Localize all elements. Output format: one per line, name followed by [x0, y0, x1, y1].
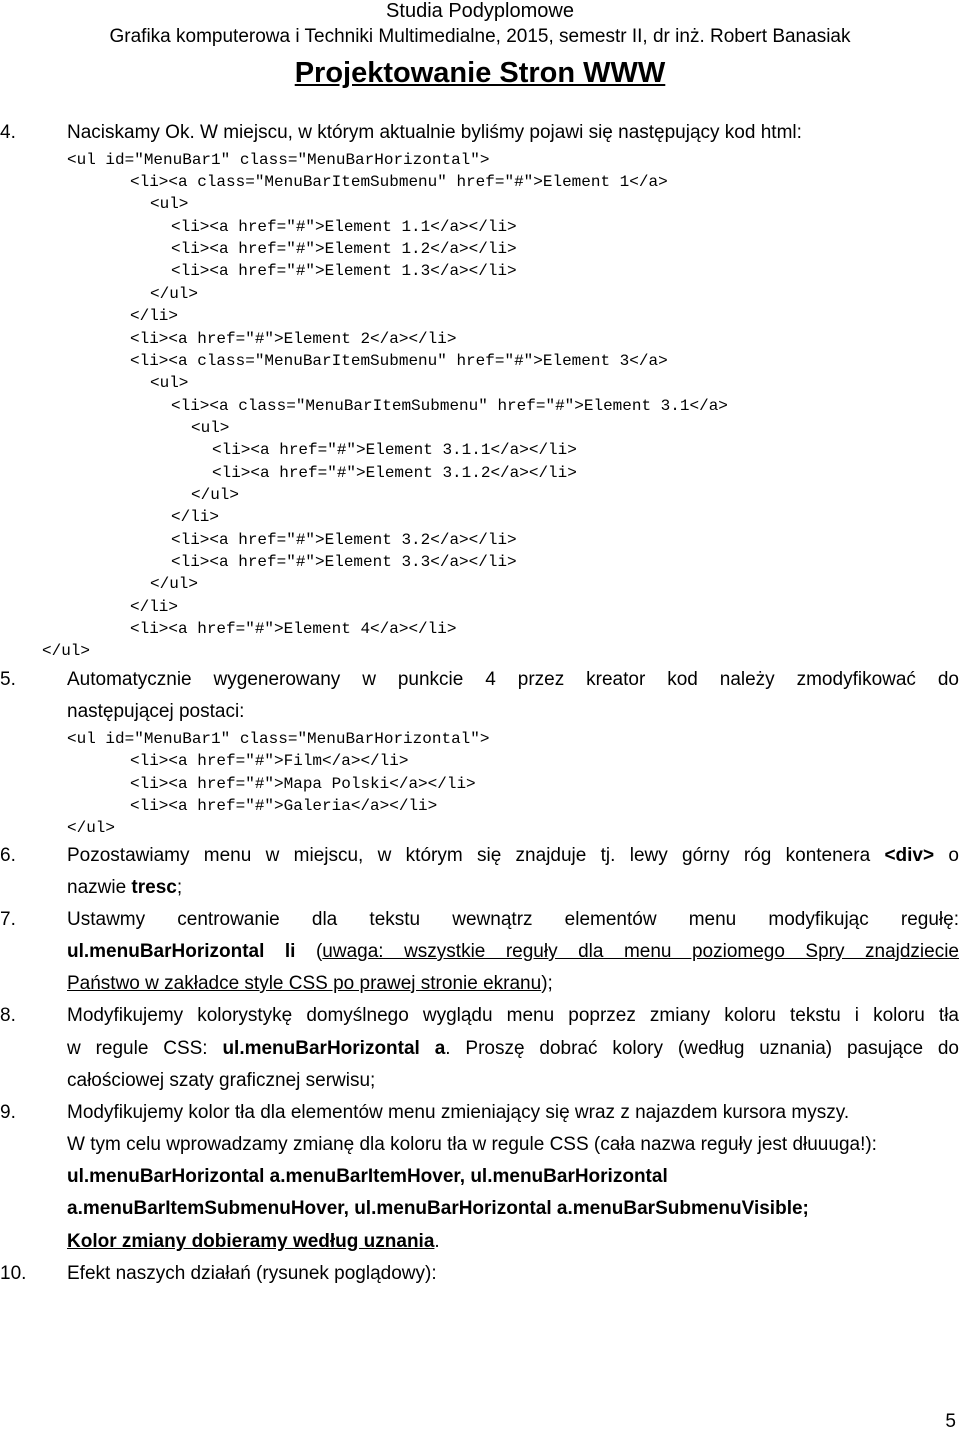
item-6-text-line2: nazwie tresc;: [67, 877, 183, 898]
code-line: <ul>: [191, 419, 230, 437]
item-9-text-line1: Modyfikujemy kolor tła dla elementów menu zmieniający się wraz z najazdem kursora myszy.: [67, 1102, 850, 1123]
code-line: <li><a href="#">Film</a></li>: [130, 752, 409, 770]
page-title: Projektowanie Stron WWW: [294, 57, 666, 89]
code-line: <li><a href="#">Element 1.3</a></li>: [171, 262, 517, 280]
code-line: </ul>: [150, 575, 199, 593]
item-9-number: 9.: [0, 1102, 16, 1123]
item-9-text-line3: ul.menuBarHorizontal a.menuBarItemHover, ul.menuBarHorizontal: [67, 1166, 668, 1187]
item-5-text-line1: Automatycznie wygenerowany w punkcie 4 przez kreator kod należy zmodyfikować do: [67, 669, 959, 690]
item-7-number: 7.: [0, 909, 16, 930]
code-line: </ul>: [67, 819, 116, 837]
code-line: </li>: [171, 508, 220, 526]
code-line: <ul>: [150, 195, 189, 213]
code-line: <li><a href="#">Element 3.1.2</a></li>: [212, 464, 577, 482]
item-10-text: Efekt naszych działań (rysunek poglądowy):: [67, 1263, 437, 1284]
header-course-info: Grafika komputerowa i Techniki Multimedialne, 2015, semestr II, dr inż. Robert Banasiak: [109, 26, 851, 47]
code-line: <li><a href="#">Element 1.1</a></li>: [171, 218, 517, 236]
code-line: <li><a class="MenuBarItemSubmenu" href="#">Element 1</a>: [130, 173, 668, 191]
code-line: </ul>: [150, 285, 199, 303]
code-line: <ul>: [150, 374, 189, 392]
item-5-number: 5.: [0, 669, 16, 690]
item-8-text-line3: całościowej szaty graficznej serwisu;: [67, 1070, 376, 1091]
item-6-text-line1: Pozostawiamy menu w miejscu, w którym się znajduje tj. lewy górny róg kontenera <div> o: [67, 845, 959, 866]
code-line: <ul id="MenuBar1" class="MenuBarHorizontal">: [67, 730, 490, 748]
item-7-text-line2: ul.menuBarHorizontal li (uwaga: wszystkie reguły dla menu poziomego Spry znajdziecie: [67, 941, 959, 962]
item-4-text: Naciskamy Ok. W miejscu, w którym aktualnie byliśmy pojawi się następujący kod html:: [67, 122, 802, 143]
item-8-text-line2: w regule CSS: ul.menuBarHorizontal a. Proszę dobrać kolory (według uznania) pasujące do: [67, 1038, 959, 1059]
code-line: <li><a href="#">Element 3.1.1</a></li>: [212, 441, 577, 459]
item-9-text-line2: W tym celu wprowadzamy zmianę dla koloru tła w regule CSS (cała nazwa reguły jest dłuuuga!):: [67, 1134, 877, 1155]
code-line: <li><a href="#">Element 3.3</a></li>: [171, 553, 517, 571]
item-10-number: 10.: [0, 1263, 27, 1284]
code-line: <li><a href="#">Element 1.2</a></li>: [171, 240, 517, 258]
code-line: </ul>: [191, 486, 240, 504]
code-line: <li><a class="MenuBarItemSubmenu" href="#">Element 3.1</a>: [171, 397, 728, 415]
item-7-text-line1: Ustawmy centrowanie dla tekstu wewnątrz elementów menu modyfikując regułę:: [67, 909, 959, 930]
code-line: <li><a href="#">Galeria</a></li>: [130, 797, 438, 815]
item-6-number: 6.: [0, 845, 16, 866]
code-line: <li><a href="#">Element 4</a></li>: [130, 620, 457, 638]
page-number: 5: [945, 1411, 956, 1432]
item-8-text-line1: Modyfikujemy kolorystykę domyślnego wyglądu menu poprzez zmiany koloru tekstu i koloru tła: [67, 1005, 959, 1026]
code-line: <li><a href="#">Mapa Polski</a></li>: [130, 775, 476, 793]
item-9-text-line5: Kolor zmiany dobieramy według uznania.: [67, 1231, 440, 1252]
header-study-name: Studia Podyplomowe: [386, 0, 574, 22]
item-5-text-line2: następującej postaci:: [67, 701, 245, 722]
code-line: </li>: [130, 598, 179, 616]
item-8-number: 8.: [0, 1005, 16, 1026]
code-line: <li><a href="#">Element 3.2</a></li>: [171, 531, 517, 549]
item-4-number: 4.: [0, 122, 16, 143]
item-9-text-line4: a.menuBarItemSubmenuHover, ul.menuBarHorizontal a.menuBarSubmenuVisible;: [67, 1198, 809, 1219]
code-line: </li>: [130, 307, 179, 325]
code-line: <li><a href="#">Element 2</a></li>: [130, 330, 457, 348]
item-7-text-line3: Państwo w zakładce style CSS po prawej stronie ekranu);: [67, 973, 553, 994]
code-line: </ul>: [42, 642, 91, 660]
code-line: <ul id="MenuBar1" class="MenuBarHorizontal">: [67, 151, 490, 169]
code-line: <li><a class="MenuBarItemSubmenu" href="#">Element 3</a>: [130, 352, 668, 370]
